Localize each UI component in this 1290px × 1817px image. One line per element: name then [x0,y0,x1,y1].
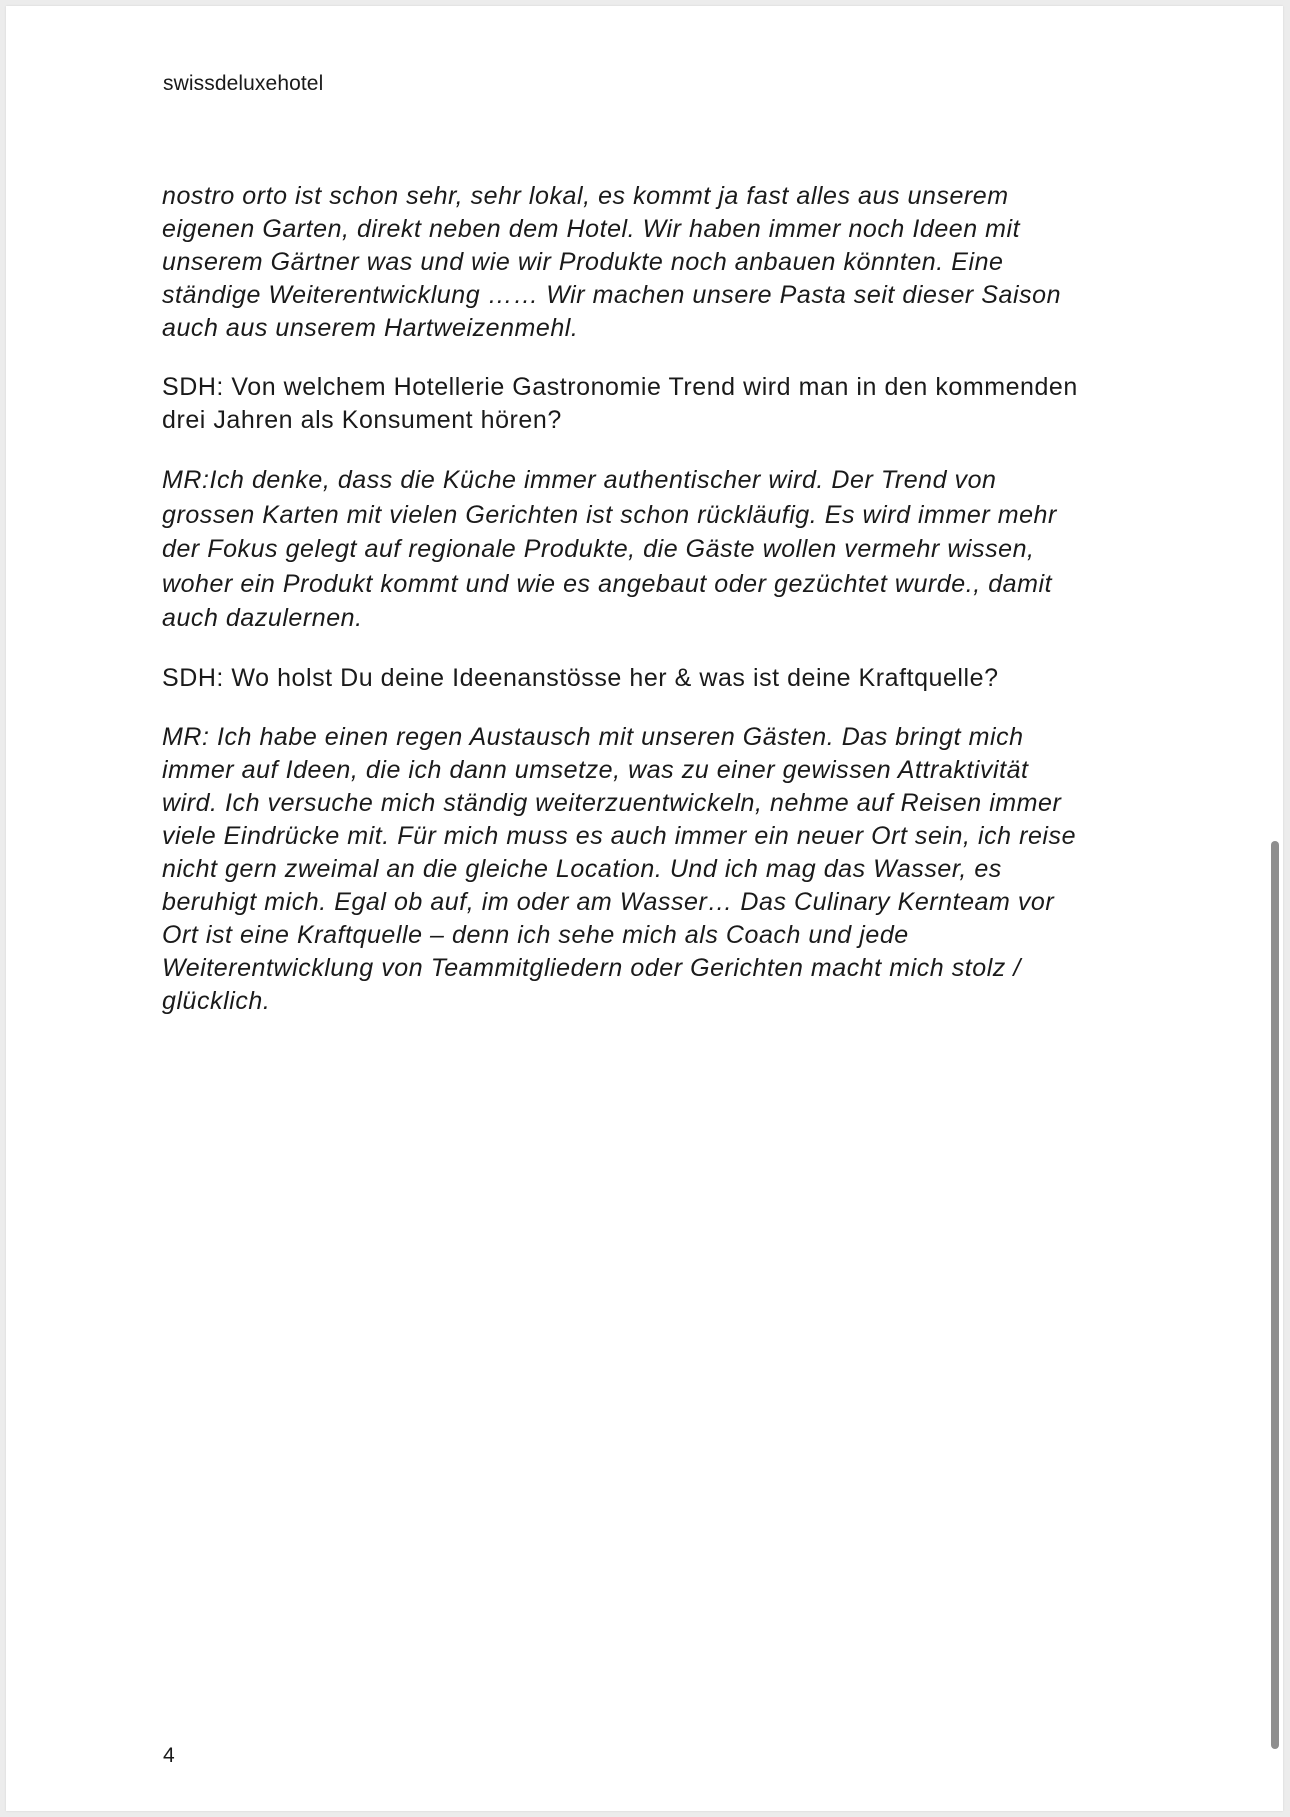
answer-paragraph-2: MR:Ich denke, dass die Küche immer authentischer wird. Der Trend von grossen Karten mit vielen Gerichten ist schon rückläufig. Es wird immer mehr der Fokus gelegt auf regionale Produkte, die Gäste wollen vermehr wissen, woher ein Produkt kommt und wie es angebaut oder gezüchtet wurde., damit auch dazulernen. [162,466,1057,632]
document-header: swissdeluxehotel [163,72,324,95]
question-paragraph-2: SDH: Wo holst Du deine Ideenanstösse her & was ist deine Kraftquelle? [162,663,999,692]
document-body [162,180,1152,1044]
document-page [6,6,1283,1811]
question-paragraph-1: SDH: Von welchem Hotellerie Gastronomie Trend wird man in den kommenden drei Jahren als Konsument hören? [162,373,1078,434]
vertical-scrollbar[interactable] [1269,6,1283,1811]
page-number: 4 [163,1744,175,1767]
scrollbar-thumb[interactable] [1271,841,1279,1749]
answer-paragraph-1: nostro orto ist schon sehr, sehr lokal, es kommt ja fast alles aus unserem eigenen Garten, direkt neben dem Hotel. Wir haben immer noch Ideen mit unserem Gärtner was und wie wir Produkte noch anbauen könnten. Eine ständige Weiterentwicklung …… Wir machen unsere Pasta seit dieser Saison auch aus unserem Hartweizenmehl. [162,182,1062,342]
answer-paragraph-3: MR: Ich habe einen regen Austausch mit unseren Gästen. Das bringt mich immer auf Ideen, die ich dann umsetze, was zu einer gewissen Attraktivität wird. Ich versuche mich ständig weiterzuentwickeln, nehme auf Reisen immer viele Eindrücke mit. Für mich muss es auch immer ein neuer Ort sein, ich reise nicht gern zweimal an die gleiche Location. Und ich mag das Wasser, es beruhigt mich. Egal ob auf, im oder am Wasser… Das Culinary Kernteam vor Ort ist eine Kraftquelle – denn ich sehe mich als Coach und jede Weiterentwicklung von Teammitgliedern oder Gerichten macht mich stolz / glücklich. [162,722,1077,1015]
